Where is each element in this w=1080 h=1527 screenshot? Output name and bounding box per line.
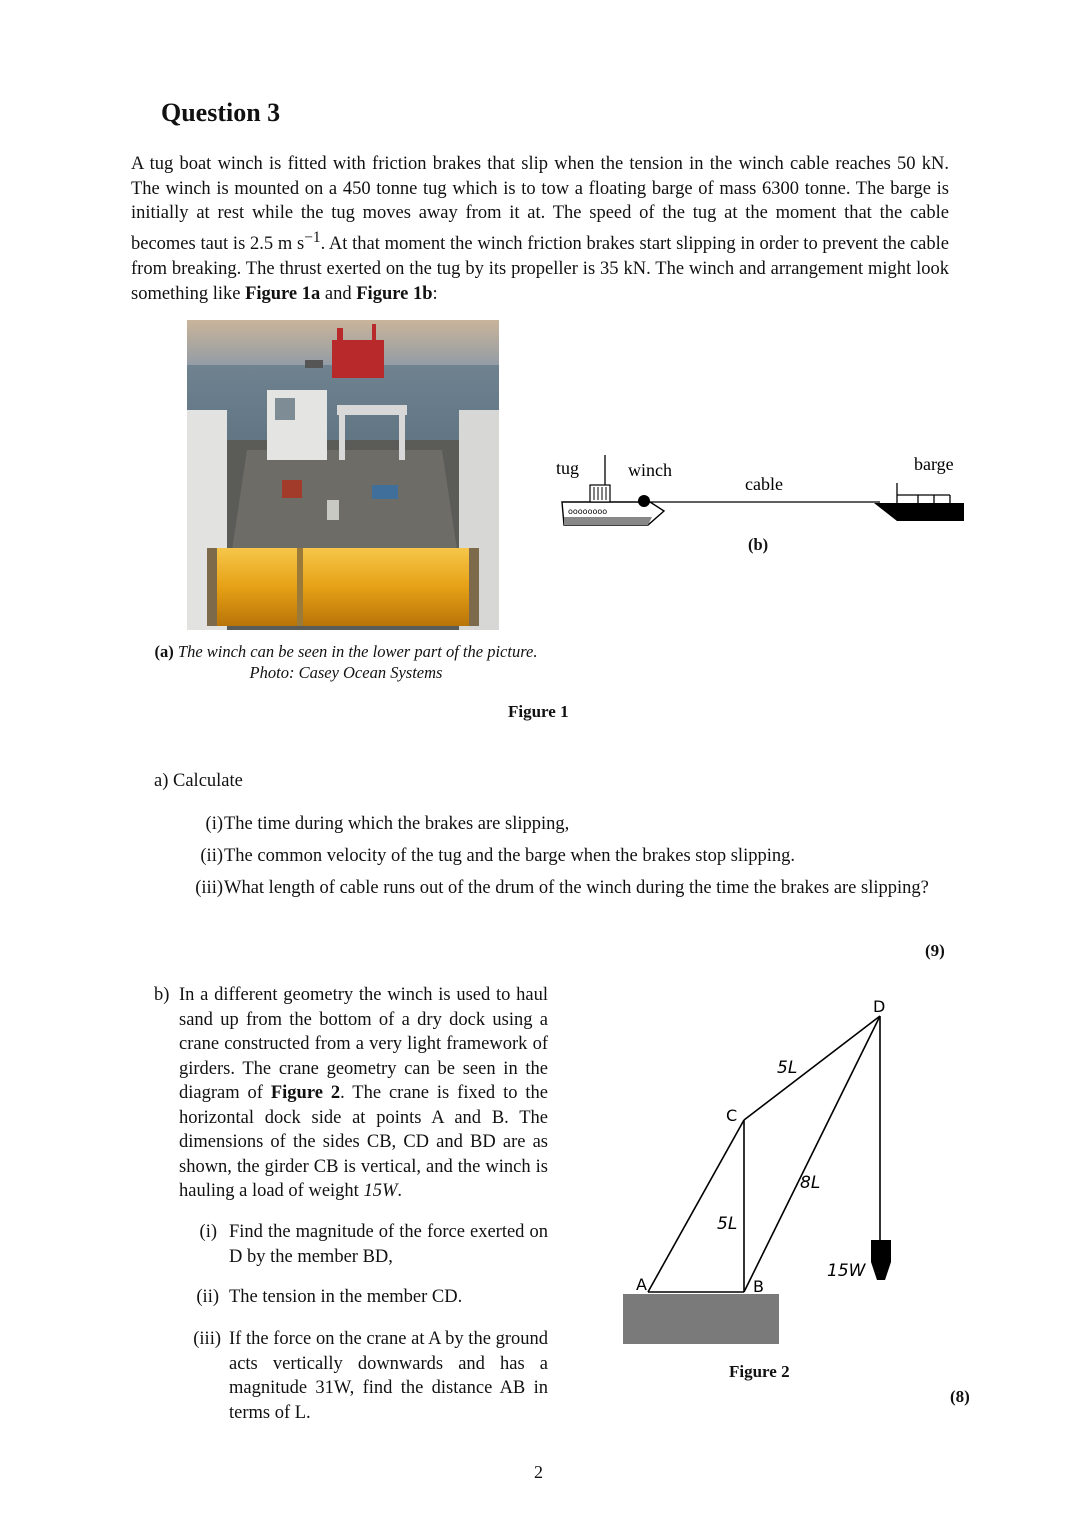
winch-photo [187,320,499,630]
barge-icon [874,483,964,521]
figure-1b-caption: (b) [748,535,769,554]
part-b-item-2-number: (ii) [196,1287,219,1307]
part-b-item-1-number: (i) [199,1222,217,1242]
label-BD-length: 8L [800,1173,821,1193]
part-b-text-3: . [397,1181,402,1201]
units-superscript: −1 [304,229,321,247]
part-a-heading [154,771,243,792]
part-b-body [179,983,548,1204]
winch-label: winch [628,460,672,480]
part-a-text: Calculate [173,771,243,791]
part-b-weight: 15W [363,1181,398,1201]
figure-2-caption: Figure 2 [729,1362,790,1381]
member-BD [744,1016,880,1292]
ref-figure-2: Figure 2 [270,1083,341,1103]
part-b-item-2-text: The tension in the member CD. [229,1287,463,1307]
intro-and: and [320,283,357,304]
figure-1a-credit: Photo: Casey Ocean Systems [249,663,443,682]
intro-text-2: . At that moment the winch friction brakes start slipping in order to prevent the cable from breaking. The thrust exerted on the tug by its propeller is 35 kN. The winch and arrangement might look something like [131,234,949,304]
barge-label: barge [914,454,954,474]
part-b-item-3-number: (iii) [193,1329,221,1349]
question-title: Question 3 [161,98,281,127]
part-a-item-2-number: (ii) [200,846,223,866]
part-a-item-3 [183,876,949,900]
figure-1a-caption [131,641,561,683]
part-b-text-1: In a different geometry the winch is used to haul sand up from the bottom of a dry dock using a crane constructed from a very light framework of girders. The crane geometry can be seen in the diagram of [179,985,548,1103]
cable-label: cable [745,474,783,494]
figure-1a-caption-text: The winch can be seen in the lower part of the picture. [177,642,538,661]
page-number: 2 [534,1462,543,1482]
crane-diagram [605,990,925,1350]
dock-ground [623,1294,779,1344]
part-a-item-1-number: (i) [205,814,223,834]
intro-text-1: A tug boat winch is fitted with friction brakes that slip when the tension in the winch cable reaches 50 kN. The winch is mounted on a 450 tonne tug which is to tow a floating barge of mass 6300 tonne. The barge is initially at rest while the tug moves away from it at. The speed of the tug at the moment that the cable becomes taut is 2.5 m s [131,154,949,255]
label-A: A [636,1275,647,1294]
part-a-item-1 [183,812,949,836]
figure-1a-caption-line1 [131,641,561,662]
label-B: B [753,1277,764,1296]
label-D: D [873,997,886,1016]
label-CB-length: 5L [717,1214,738,1234]
part-a-item-3-text: What length of cable runs out of the drum of the winch during the time the brakes are slipping? [224,878,929,898]
tug-icon [562,485,664,525]
label-C: C [726,1106,738,1125]
intro-paragraph [131,152,949,306]
ref-figure-1a: Figure 1a [245,283,321,304]
label-load-weight: 15W [827,1261,866,1281]
part-a-item-3-number: (iii) [195,878,223,898]
figure-1-caption: Figure 1 [508,702,569,721]
part-b-paragraph [154,983,548,1204]
part-a-item-1-text: The time during which the brakes are slipping, [224,814,570,834]
part-b-text-2: . The crane is fixed to the horizontal dock side at points A and B. The dimensions of the sides CB, CD and BD are as shown, the girder CB is vertical, and the winch is hauling a load of weight [179,1083,548,1201]
winch-icon [638,495,650,507]
part-b-marks: (8) [950,1387,970,1406]
part-a-label: a) [154,771,169,791]
part-b-item-3 [189,1327,548,1425]
part-b-item-1 [189,1220,548,1269]
member-AC [648,1120,744,1292]
ref-figure-1b: Figure 1b [356,283,433,304]
part-b-item-3-text: If the force on the crane at A by the ground acts vertically downwards and has a magnitude 31W, find the distance AB in terms of L. [229,1329,548,1423]
part-a-item-2 [183,844,949,868]
tug-label: tug [556,458,580,478]
part-b-label: b) [154,985,170,1005]
part-b-item-2 [189,1285,548,1310]
intro-colon: : [432,283,438,304]
part-a-item-2-text: The common velocity of the tug and the barge when the brakes stop slipping. [224,846,795,866]
svg-text:oooooooo: oooooooo [568,507,608,516]
member-CD [744,1016,880,1120]
load-bucket-icon [871,1240,891,1280]
part-b-item-1-text: Find the magnitude of the force exerted on D by the member BD, [229,1222,548,1267]
label-CD-length: 5L [777,1058,798,1078]
figure-1a-label: (a) [154,642,174,661]
part-a-marks: (9) [925,941,945,960]
